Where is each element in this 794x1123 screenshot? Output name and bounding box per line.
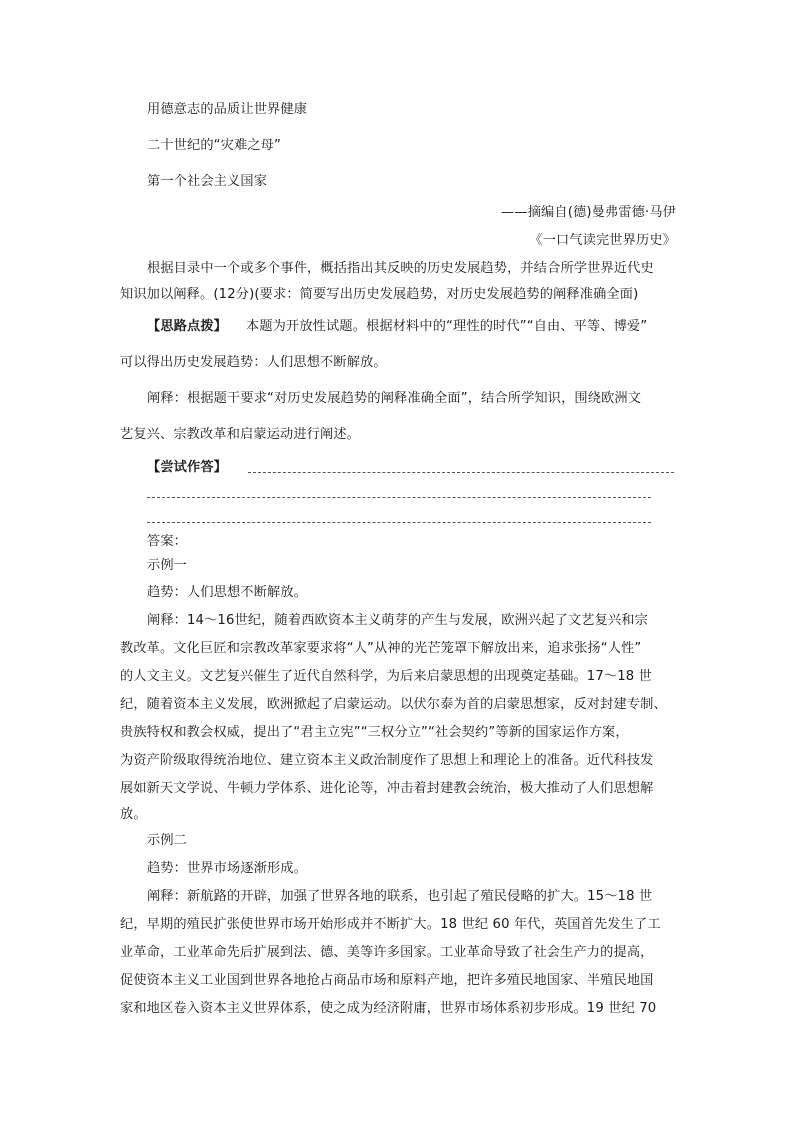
example-text: 展如新天文学说、牛顿力学体系、进化论等，冲击着封建教会统治，极大推动了人们思想解 [120,781,654,796]
example-text: 家和地区卷入资本主义世界体系，使之成为经济附庸，世界市场体系初步形成。19 世纪 70 [120,1001,657,1016]
hint-label: 【思路点拨】 [147,319,228,334]
example-text: 促使资本主义工业国到世界各地抢占商品市场和原料产地，把许多殖民地国家、半殖民地国 [120,973,654,988]
hint-text: 本题为开放性试题。根据材料中的“理性的时代”“自由、平等、博爱” [246,319,648,334]
example-text: 阐释：新航路的开辟，加强了世界各地的联系，也引起了殖民侵略的扩大。15～18 世 [147,889,653,904]
attempt-label: 【尝试作答】 [147,460,228,475]
example-title: 示例一 [147,558,188,573]
question-text: 知识加以阐释。(12分)(要求：简要写出历史发展趋势，对历史发展趋势的阐释准确全面) [120,287,639,302]
directory-item: 用德意志的品质让世界健康 [147,102,308,117]
example-text: 纪，随着资本主义发展，欧洲掀起了启蒙运动。以伏尔泰为首的启蒙思想家，反对封建专制、 [120,697,667,712]
example-text: 的人文主义。文艺复兴催生了近代自然科学，为后来启蒙思想的出现奠定基础。17～18 世 [120,669,652,684]
hint-text: 可以得出历史发展趋势：人们思想不断解放。 [120,355,387,370]
question-text: 根据目录中一个或多个事件，概括指出其反映的历史发展趋势，并结合所学世界近代史 [147,261,654,276]
example-text: 放。 [120,807,147,822]
hint-text: 艺复兴、宗教改革和启蒙运动进行阐述。 [120,427,361,442]
example-text: 纪，早期的殖民扩张使世界市场开始形成并不断扩大。18 世纪 60 年代，英国首先发生了工 [120,917,661,932]
example-text: 教改革。文化巨匠和宗教改革家要求将“人”从神的光芒笼罩下解放出来，追求张扬“人性” [120,641,642,656]
answer-line[interactable] [248,472,674,473]
example-text: 阐释：14～16世纪，随着西欧资本主义萌芽的产生与发展，欧洲兴起了文艺复兴和宗 [147,613,648,628]
source-author: ——摘编自(德)曼弗雷德·马伊 [501,205,676,220]
source-book: 《一口气读完世界历史》 [529,233,676,248]
directory-item: 二十世纪的“灾难之母” [147,138,282,153]
hint-text: 阐释：根据题干要求“对历史发展趋势的阐释准确全面”，结合所学知识，围绕欧洲文 [147,391,642,406]
directory-item: 第一个社会主义国家 [147,174,268,189]
example-title: 示例二 [147,833,188,848]
answer-label: 答案： [147,534,188,549]
example-text: 贵族特权和教会权威，提出了“君主立宪”“三权分立”“社会契约”等新的国家运作方案， [120,725,629,740]
example-trend: 趋势：人们思想不断解放。 [147,585,308,600]
answer-line[interactable] [147,522,651,523]
example-text: 为资产阶级取得统治地位、建立资本主义政治制度作了思想上和理论上的准备。近代科技发 [120,753,654,768]
answer-line[interactable] [147,497,651,498]
example-text: 业革命，工业革命先后扩展到法、德、美等许多国家。工业革命导致了社会生产力的提高， [120,945,654,960]
example-trend: 趋势：世界市场逐渐形成。 [147,861,308,876]
